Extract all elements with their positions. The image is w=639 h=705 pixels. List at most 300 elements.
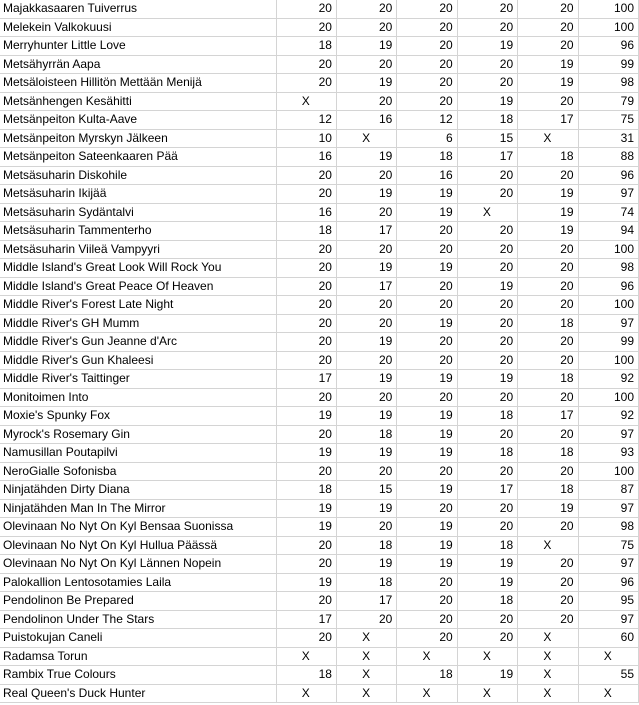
cell-score[interactable]: 20 — [457, 518, 517, 537]
cell-score[interactable]: X — [518, 666, 578, 685]
cell-score[interactable]: 18 — [457, 444, 517, 463]
cell-total[interactable]: 100 — [578, 240, 638, 259]
cell-score[interactable]: 20 — [457, 185, 517, 204]
cell-score[interactable]: 10 — [276, 129, 336, 148]
cell-score[interactable]: 20 — [276, 259, 336, 278]
cell-name[interactable]: Rambix True Colours — [0, 666, 276, 685]
cell-score[interactable]: 19 — [336, 444, 396, 463]
cell-score[interactable]: 20 — [336, 388, 396, 407]
cell-score[interactable]: 19 — [336, 555, 396, 574]
cell-score[interactable]: 20 — [397, 462, 457, 481]
cell-total[interactable]: 99 — [578, 55, 638, 74]
cell-score[interactable]: 19 — [336, 37, 396, 56]
cell-total[interactable]: 96 — [578, 277, 638, 296]
cell-score[interactable]: 20 — [276, 74, 336, 93]
cell-score[interactable]: 20 — [457, 166, 517, 185]
table-row — [0, 629, 639, 648]
table-row — [0, 0, 639, 18]
cell-score[interactable]: 20 — [336, 18, 396, 37]
cell-score[interactable]: 20 — [336, 166, 396, 185]
cell-score[interactable]: 19 — [457, 666, 517, 685]
table-row — [0, 18, 639, 37]
cell-score[interactable]: 20 — [518, 277, 578, 296]
cell-name[interactable]: NeroGialle Sofonisba — [0, 462, 276, 481]
table-row — [0, 333, 639, 352]
cell-score[interactable]: 20 — [397, 610, 457, 629]
table-row — [0, 666, 639, 685]
cell-score[interactable]: 20 — [276, 18, 336, 37]
cell-score[interactable]: 20 — [518, 388, 578, 407]
cell-name[interactable]: Majakkasaaren Tuiverrus — [0, 0, 276, 18]
cell-score[interactable]: 19 — [397, 444, 457, 463]
cell-name[interactable]: Middle River's Gun Jeanne d'Arc — [0, 333, 276, 352]
cell-total[interactable]: 97 — [578, 555, 638, 574]
cell-score[interactable]: 19 — [397, 425, 457, 444]
cell-score[interactable]: 19 — [336, 148, 396, 167]
cell-score[interactable]: 19 — [457, 37, 517, 56]
cell-score[interactable]: 20 — [397, 388, 457, 407]
cell-score[interactable]: 20 — [457, 240, 517, 259]
cell-total[interactable]: 75 — [578, 111, 638, 130]
cell-name[interactable]: Metsäsuharin Diskohile — [0, 166, 276, 185]
cell-score[interactable]: 20 — [336, 296, 396, 315]
cell-score[interactable]: 19 — [518, 203, 578, 222]
cell-score[interactable]: 16 — [397, 166, 457, 185]
cell-score[interactable]: X — [397, 684, 457, 703]
table-row — [0, 148, 639, 167]
cell-score[interactable]: 20 — [518, 333, 578, 352]
table-row — [0, 92, 639, 111]
cell-score[interactable]: 18 — [276, 222, 336, 241]
cell-score[interactable]: X — [457, 647, 517, 666]
cell-name[interactable]: Metsäsuharin Ikijää — [0, 185, 276, 204]
cell-score[interactable]: 20 — [518, 573, 578, 592]
cell-score[interactable]: 20 — [276, 536, 336, 555]
cell-score[interactable]: 20 — [518, 18, 578, 37]
cell-score[interactable]: 19 — [397, 185, 457, 204]
cell-score[interactable]: 16 — [276, 203, 336, 222]
cell-score[interactable]: 20 — [336, 92, 396, 111]
cell-name[interactable]: Metsänpeiton Kulta-Aave — [0, 111, 276, 130]
cell-total[interactable]: 96 — [578, 166, 638, 185]
cell-score[interactable]: 20 — [276, 629, 336, 648]
cell-score[interactable]: 19 — [336, 333, 396, 352]
cell-score[interactable]: 20 — [336, 351, 396, 370]
cell-total[interactable]: 97 — [578, 499, 638, 518]
cell-score[interactable]: 19 — [518, 74, 578, 93]
cell-total[interactable]: 99 — [578, 333, 638, 352]
cell-score[interactable]: 16 — [336, 111, 396, 130]
cell-total[interactable]: 98 — [578, 518, 638, 537]
cell-total[interactable]: 92 — [578, 407, 638, 426]
cell-name[interactable]: Real Queen's Duck Hunter — [0, 684, 276, 703]
table-row — [0, 74, 639, 93]
table-row — [0, 536, 639, 555]
cell-score[interactable]: 20 — [457, 499, 517, 518]
cell-score[interactable]: 20 — [397, 240, 457, 259]
cell-score[interactable]: 19 — [457, 555, 517, 574]
cell-score[interactable]: 20 — [518, 166, 578, 185]
cell-score[interactable]: 20 — [457, 425, 517, 444]
cell-score[interactable]: 19 — [276, 444, 336, 463]
cell-score[interactable]: 18 — [336, 573, 396, 592]
cell-total[interactable]: 55 — [578, 666, 638, 685]
cell-name[interactable]: Middle River's GH Mumm — [0, 314, 276, 333]
cell-total[interactable]: 93 — [578, 444, 638, 463]
cell-score[interactable]: 19 — [397, 518, 457, 537]
cell-score[interactable]: 19 — [397, 555, 457, 574]
table-row — [0, 499, 639, 518]
table-row — [0, 296, 639, 315]
table-row — [0, 37, 639, 56]
cell-score[interactable]: X — [336, 129, 396, 148]
table-row — [0, 129, 639, 148]
cell-score[interactable]: 20 — [518, 518, 578, 537]
cell-name[interactable]: Metsänpeiton Sateenkaaren Pää — [0, 148, 276, 167]
cell-score[interactable]: X — [518, 684, 578, 703]
cell-score[interactable]: X — [336, 629, 396, 648]
cell-total[interactable]: 95 — [578, 592, 638, 611]
table-row — [0, 314, 639, 333]
table-row — [0, 55, 639, 74]
cell-score[interactable]: 20 — [336, 314, 396, 333]
cell-score[interactable]: 17 — [276, 610, 336, 629]
cell-score[interactable]: 20 — [276, 55, 336, 74]
cell-name[interactable]: Monitoimen Into — [0, 388, 276, 407]
cell-score[interactable]: 20 — [397, 629, 457, 648]
cell-name[interactable]: Moxie's Spunky Fox — [0, 407, 276, 426]
cell-score[interactable]: 20 — [276, 277, 336, 296]
table-row — [0, 518, 639, 537]
cell-name[interactable]: Merryhunter Little Love — [0, 37, 276, 56]
cell-score[interactable]: 20 — [336, 240, 396, 259]
cell-name[interactable]: Pendolinon Under The Stars — [0, 610, 276, 629]
table-row — [0, 388, 639, 407]
cell-score[interactable]: 20 — [518, 592, 578, 611]
cell-score[interactable]: 20 — [397, 0, 457, 18]
cell-score[interactable]: 17 — [276, 370, 336, 389]
cell-score[interactable]: 20 — [397, 296, 457, 315]
cell-name[interactable]: Radamsa Torun — [0, 647, 276, 666]
cell-score[interactable]: 20 — [336, 203, 396, 222]
cell-name[interactable]: Middle River's Forest Late Night — [0, 296, 276, 315]
cell-name[interactable]: Myrock's Rosemary Gin — [0, 425, 276, 444]
cell-total[interactable]: X — [578, 684, 638, 703]
cell-score[interactable]: X — [518, 536, 578, 555]
cell-score[interactable]: 17 — [336, 277, 396, 296]
cell-score[interactable]: 19 — [457, 573, 517, 592]
cell-score[interactable]: 20 — [457, 296, 517, 315]
cell-score[interactable]: 19 — [397, 536, 457, 555]
cell-score[interactable]: 20 — [397, 18, 457, 37]
cell-score[interactable]: 19 — [336, 370, 396, 389]
cell-score[interactable]: 20 — [276, 462, 336, 481]
cell-score[interactable]: 20 — [457, 314, 517, 333]
cell-score[interactable]: X — [276, 684, 336, 703]
cell-score[interactable]: 18 — [518, 444, 578, 463]
cell-score[interactable]: 18 — [397, 148, 457, 167]
cell-score[interactable]: 19 — [397, 203, 457, 222]
table-row — [0, 351, 639, 370]
cell-score[interactable]: 18 — [457, 111, 517, 130]
table-row — [0, 444, 639, 463]
cell-score[interactable]: 19 — [457, 92, 517, 111]
cell-name[interactable]: Metsänpeiton Myrskyn Jälkeen — [0, 129, 276, 148]
cell-score[interactable]: 20 — [276, 592, 336, 611]
cell-name[interactable]: Metsäsuharin Viileä Vampyyri — [0, 240, 276, 259]
cell-score[interactable]: 19 — [336, 407, 396, 426]
cell-total[interactable]: 97 — [578, 610, 638, 629]
cell-score[interactable]: 20 — [518, 259, 578, 278]
cell-name[interactable]: Olevinaan No Nyt On Kyl Hullua Päässä — [0, 536, 276, 555]
cell-score[interactable]: 20 — [276, 388, 336, 407]
cell-score[interactable]: 20 — [457, 462, 517, 481]
cell-score[interactable]: 20 — [457, 629, 517, 648]
cell-name[interactable]: Olevinaan No Nyt On Kyl Bensaa Suonissa — [0, 518, 276, 537]
cell-score[interactable]: 19 — [397, 259, 457, 278]
cell-score[interactable]: 20 — [518, 240, 578, 259]
cell-score[interactable]: 20 — [397, 74, 457, 93]
table-row — [0, 592, 639, 611]
cell-score[interactable]: 17 — [336, 222, 396, 241]
cell-score[interactable]: 18 — [457, 592, 517, 611]
cell-name[interactable]: Ninjatähden Man In The Mirror — [0, 499, 276, 518]
cell-score[interactable]: 16 — [276, 148, 336, 167]
cell-score[interactable]: 20 — [397, 333, 457, 352]
cell-score[interactable]: 12 — [397, 111, 457, 130]
cell-total[interactable]: 60 — [578, 629, 638, 648]
cell-name[interactable]: Pendolinon Be Prepared — [0, 592, 276, 611]
cell-score[interactable]: 20 — [276, 333, 336, 352]
cell-name[interactable]: Olevinaan No Nyt On Kyl Lännen Nopein — [0, 555, 276, 574]
cell-total[interactable]: 97 — [578, 314, 638, 333]
cell-score[interactable]: 19 — [397, 481, 457, 500]
cell-score[interactable]: 15 — [336, 481, 396, 500]
cell-total[interactable]: 100 — [578, 388, 638, 407]
cell-score[interactable]: 20 — [397, 277, 457, 296]
cell-total[interactable]: 31 — [578, 129, 638, 148]
cell-score[interactable]: 20 — [276, 351, 336, 370]
cell-score[interactable]: X — [336, 647, 396, 666]
cell-score[interactable]: 6 — [397, 129, 457, 148]
cell-score[interactable]: 18 — [276, 481, 336, 500]
cell-score[interactable]: 12 — [276, 111, 336, 130]
cell-score[interactable]: 20 — [457, 18, 517, 37]
cell-score[interactable]: X — [336, 684, 396, 703]
table-row — [0, 425, 639, 444]
cell-score[interactable]: 18 — [518, 481, 578, 500]
cell-score[interactable]: 20 — [276, 314, 336, 333]
cell-score[interactable]: 20 — [518, 610, 578, 629]
cell-name[interactable]: Metsähyrrän Aapa — [0, 55, 276, 74]
cell-score[interactable]: X — [276, 647, 336, 666]
cell-score[interactable]: 18 — [336, 536, 396, 555]
cell-total[interactable]: 100 — [578, 0, 638, 18]
cell-total[interactable]: 92 — [578, 370, 638, 389]
cell-score[interactable]: 18 — [518, 148, 578, 167]
cell-score[interactable]: 20 — [336, 462, 396, 481]
cell-score[interactable]: 20 — [518, 555, 578, 574]
cell-score[interactable]: 20 — [457, 222, 517, 241]
cell-score[interactable]: X — [276, 92, 336, 111]
cell-score[interactable]: 20 — [518, 92, 578, 111]
cell-score[interactable]: 17 — [457, 481, 517, 500]
cell-score[interactable]: X — [518, 647, 578, 666]
cell-score[interactable]: X — [336, 666, 396, 685]
cell-score[interactable]: 20 — [276, 240, 336, 259]
cell-score[interactable]: 20 — [397, 573, 457, 592]
table-row — [0, 610, 639, 629]
cell-score[interactable]: 19 — [276, 518, 336, 537]
cell-name[interactable]: Metsänhengen Kesähitti — [0, 92, 276, 111]
cell-total[interactable]: 100 — [578, 296, 638, 315]
cell-score[interactable]: 19 — [518, 55, 578, 74]
cell-score[interactable]: X — [457, 203, 517, 222]
table-row — [0, 370, 639, 389]
cell-score[interactable]: 19 — [518, 185, 578, 204]
cell-score[interactable]: 18 — [457, 536, 517, 555]
cell-score[interactable]: 19 — [336, 74, 396, 93]
cell-total[interactable]: 97 — [578, 185, 638, 204]
cell-score[interactable]: 20 — [336, 610, 396, 629]
cell-score[interactable]: 20 — [457, 259, 517, 278]
table-row — [0, 573, 639, 592]
cell-score[interactable]: 20 — [336, 518, 396, 537]
cell-score[interactable]: 19 — [457, 277, 517, 296]
cell-score[interactable]: 18 — [276, 37, 336, 56]
cell-score[interactable]: 19 — [336, 185, 396, 204]
cell-name[interactable]: Metsäloisteen Hillitön Mettään Menijä — [0, 74, 276, 93]
cell-score[interactable]: 20 — [518, 0, 578, 18]
cell-total[interactable]: 79 — [578, 92, 638, 111]
cell-score[interactable]: X — [518, 129, 578, 148]
cell-score[interactable]: 20 — [276, 555, 336, 574]
cell-score[interactable]: 18 — [518, 370, 578, 389]
cell-total[interactable]: 98 — [578, 74, 638, 93]
cell-score[interactable]: 20 — [397, 499, 457, 518]
cell-score[interactable]: 17 — [518, 111, 578, 130]
cell-score[interactable]: 17 — [457, 148, 517, 167]
cell-score[interactable]: 19 — [457, 370, 517, 389]
cell-total[interactable]: 97 — [578, 425, 638, 444]
cell-score[interactable]: 19 — [276, 407, 336, 426]
cell-score[interactable]: 18 — [397, 666, 457, 685]
cell-score[interactable]: 18 — [336, 425, 396, 444]
cell-score[interactable]: 19 — [336, 259, 396, 278]
cell-total[interactable]: 100 — [578, 462, 638, 481]
cell-score[interactable]: 20 — [336, 55, 396, 74]
cell-name[interactable]: Middle Island's Great Peace Of Heaven — [0, 277, 276, 296]
table-row — [0, 407, 639, 426]
cell-score[interactable]: 19 — [397, 314, 457, 333]
cell-score[interactable]: 20 — [397, 222, 457, 241]
cell-score[interactable]: 20 — [276, 166, 336, 185]
cell-score[interactable]: 20 — [276, 185, 336, 204]
cell-score[interactable]: 20 — [276, 296, 336, 315]
cell-name[interactable]: Ninjatähden Dirty Diana — [0, 481, 276, 500]
table-row — [0, 259, 639, 278]
cell-score[interactable]: 17 — [336, 592, 396, 611]
cell-name[interactable]: Middle Island's Great Look Will Rock You — [0, 259, 276, 278]
cell-total[interactable]: 98 — [578, 259, 638, 278]
cell-score[interactable]: 19 — [276, 499, 336, 518]
cell-score[interactable]: 20 — [457, 351, 517, 370]
table-row — [0, 111, 639, 130]
cell-score[interactable]: 20 — [457, 55, 517, 74]
cell-score[interactable]: 20 — [457, 610, 517, 629]
cell-score[interactable]: 20 — [397, 55, 457, 74]
table-row — [0, 684, 639, 703]
cell-total[interactable]: 75 — [578, 536, 638, 555]
cell-total[interactable]: 87 — [578, 481, 638, 500]
cell-score[interactable]: 20 — [457, 0, 517, 18]
cell-name[interactable]: Namusillan Poutapilvi — [0, 444, 276, 463]
cell-name[interactable]: Metsäsuharin Sydäntalvi — [0, 203, 276, 222]
cell-score[interactable]: 20 — [397, 592, 457, 611]
cell-total[interactable]: 100 — [578, 18, 638, 37]
cell-score[interactable]: 19 — [397, 407, 457, 426]
cell-score[interactable]: 20 — [457, 388, 517, 407]
cell-score[interactable]: 20 — [457, 74, 517, 93]
cell-total[interactable]: 96 — [578, 37, 638, 56]
cell-score[interactable]: 20 — [276, 425, 336, 444]
cell-score[interactable]: 20 — [397, 37, 457, 56]
cell-total[interactable]: 94 — [578, 222, 638, 241]
cell-score[interactable]: 20 — [276, 0, 336, 18]
table-row — [0, 185, 639, 204]
cell-score[interactable]: 19 — [397, 370, 457, 389]
cell-score[interactable]: 20 — [397, 92, 457, 111]
cell-score[interactable]: 20 — [518, 351, 578, 370]
cell-name[interactable]: Metsäsuharin Tammenterho — [0, 222, 276, 241]
cell-name[interactable]: Puistokujan Caneli — [0, 629, 276, 648]
cell-score[interactable]: 18 — [518, 314, 578, 333]
cell-score[interactable]: 20 — [518, 296, 578, 315]
cell-name[interactable]: Melekein Valkokuusi — [0, 18, 276, 37]
cell-score[interactable]: 19 — [276, 573, 336, 592]
cell-score[interactable]: 20 — [457, 333, 517, 352]
cell-score[interactable]: 19 — [518, 222, 578, 241]
cell-score[interactable]: X — [518, 629, 578, 648]
cell-score[interactable]: 18 — [457, 407, 517, 426]
cell-score[interactable]: X — [457, 684, 517, 703]
table-row — [0, 166, 639, 185]
cell-score[interactable]: 20 — [518, 462, 578, 481]
table-row — [0, 240, 639, 259]
cell-score[interactable]: 20 — [336, 0, 396, 18]
table-row — [0, 462, 639, 481]
cell-score[interactable]: 20 — [518, 425, 578, 444]
cell-score[interactable]: 19 — [336, 499, 396, 518]
table-row — [0, 222, 639, 241]
cell-total[interactable]: 100 — [578, 351, 638, 370]
table-row — [0, 555, 639, 574]
cell-total[interactable]: 88 — [578, 148, 638, 167]
cell-total[interactable]: 74 — [578, 203, 638, 222]
cell-score[interactable]: X — [397, 647, 457, 666]
cell-total[interactable]: 96 — [578, 573, 638, 592]
cell-score[interactable]: 17 — [518, 407, 578, 426]
cell-score[interactable]: 15 — [457, 129, 517, 148]
cell-score[interactable]: 20 — [518, 37, 578, 56]
cell-score[interactable]: 20 — [397, 351, 457, 370]
cell-name[interactable]: Palokallion Lentosotamies Laila — [0, 573, 276, 592]
cell-score[interactable]: 19 — [518, 499, 578, 518]
cell-name[interactable]: Middle River's Taittinger — [0, 370, 276, 389]
cell-score[interactable]: 18 — [276, 666, 336, 685]
cell-name[interactable]: Middle River's Gun Khaleesi — [0, 351, 276, 370]
cell-total[interactable]: X — [578, 647, 638, 666]
